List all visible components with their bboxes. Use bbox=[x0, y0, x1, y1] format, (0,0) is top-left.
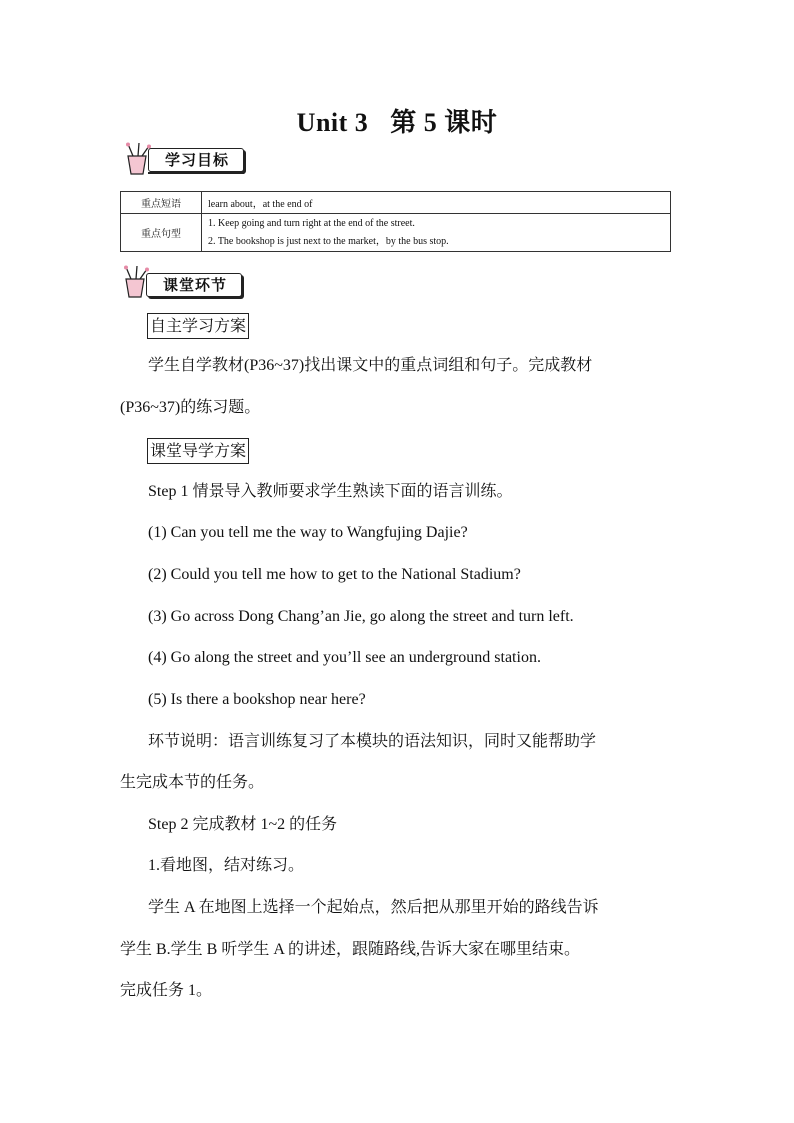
note-text-line: 生完成本节的任务。 bbox=[120, 774, 265, 791]
sentence-item: (2) Could you tell me how to get to the National Stadium? bbox=[148, 566, 521, 583]
goals-banner-label: 学习目标 bbox=[148, 148, 244, 172]
table-value-line: 1. Keep going and turn right at the end of the street. bbox=[208, 218, 415, 229]
goals-banner bbox=[122, 142, 252, 176]
sentence-item: (5) Is there a bookshop near here? bbox=[148, 691, 366, 708]
table-key-cell: 重点句型 bbox=[121, 214, 202, 252]
goals-banner-rule bbox=[148, 172, 244, 174]
goals-table bbox=[120, 191, 671, 252]
sentence-item: (1) Can you tell me the way to Wangfujing Dajie? bbox=[148, 524, 468, 541]
self-study-heading: 自主学习方案 bbox=[147, 313, 249, 339]
task1-text-line: 学生 A 在地图上选择一个起始点，然后把从那里开始的路线告诉 bbox=[148, 899, 599, 916]
table-value-cell bbox=[202, 214, 671, 252]
table-row bbox=[121, 192, 671, 214]
table-value-cell: learn about，at the end of bbox=[202, 192, 671, 214]
task1-text-line: 完成任务 1。 bbox=[120, 982, 213, 999]
class-banner-label: 课堂环节 bbox=[146, 273, 242, 297]
step2-text: Step 2 完成教材 1~2 的任务 bbox=[148, 816, 338, 833]
sentence-item: (3) Go across Dong Chang’an Jie, go along the street and turn left. bbox=[148, 608, 574, 625]
self-study-text-line: (P36~37)的练习题。 bbox=[120, 399, 261, 416]
note-text-line: 环节说明：语言训练复习了本模块的语法知识，同时又能帮助学 bbox=[148, 733, 597, 750]
table-row bbox=[121, 214, 671, 252]
step1-text: Step 1 情景导入教师要求学生熟读下面的语言训练。 bbox=[148, 483, 513, 500]
class-banner bbox=[120, 265, 250, 299]
self-study-text-line: 学生自学教材(P36~37)找出课文中的重点词组和句子。完成教材 bbox=[148, 357, 593, 374]
table-value-line: 2. The bookshop is just next to the market，by the bus stop. bbox=[208, 236, 449, 247]
table-key-cell: 重点短语 bbox=[121, 192, 202, 214]
guided-heading: 课堂导学方案 bbox=[147, 438, 249, 464]
task1-heading: 1.看地图，结对练习。 bbox=[148, 857, 305, 874]
task1-text-line: 学生 B.学生 B 听学生 A 的讲述，跟随路线,告诉大家在哪里结束。 bbox=[120, 941, 581, 958]
page-title: Unit 3 第 5 课时 bbox=[296, 108, 498, 137]
sentence-item: (4) Go along the street and you’ll see an underground station. bbox=[148, 649, 541, 666]
